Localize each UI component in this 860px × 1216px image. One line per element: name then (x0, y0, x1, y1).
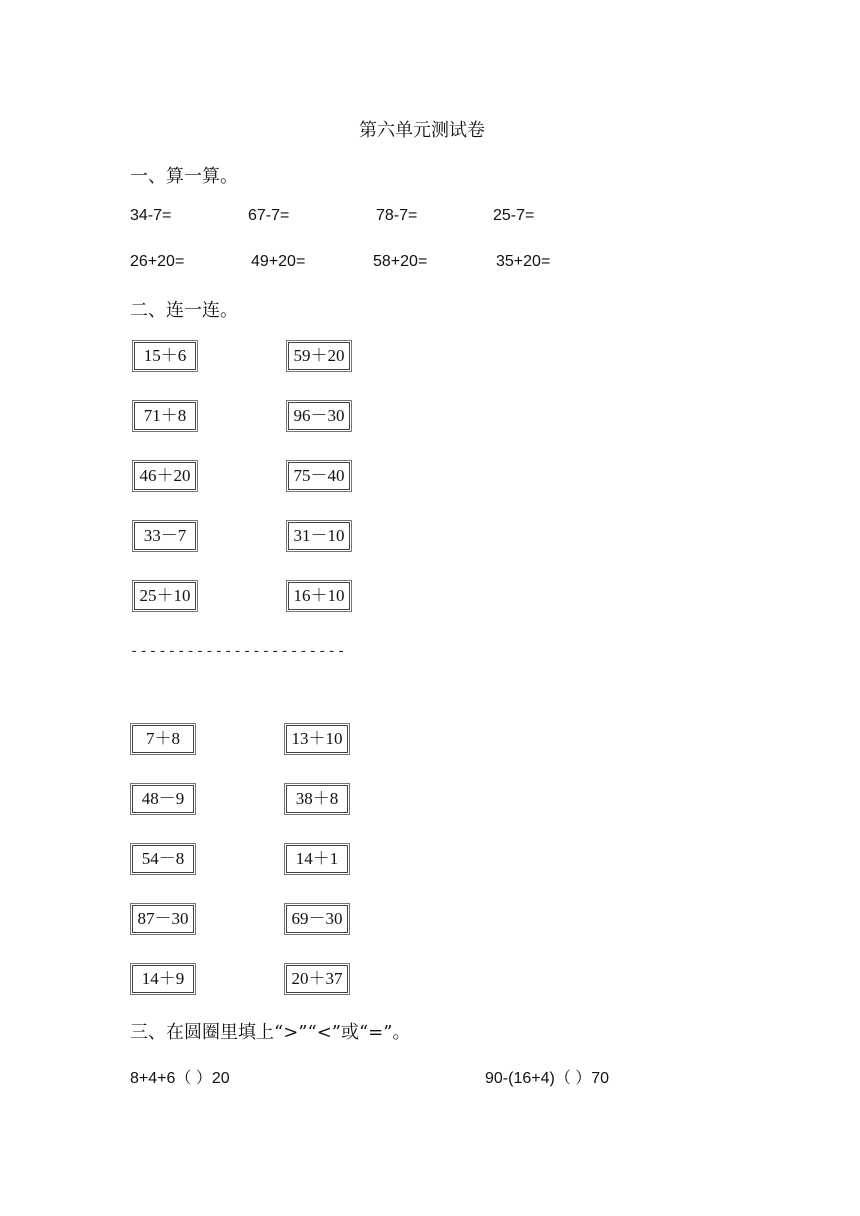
match-box-left: 14＋9 (132, 965, 194, 993)
match-box-left: 7＋8 (132, 725, 194, 753)
dashed-separator: ----------------------- (130, 644, 347, 660)
match-box-right: 13＋10 (286, 725, 348, 753)
match-box-right: 16＋10 (288, 582, 350, 610)
match-box-left: 71＋8 (134, 402, 196, 430)
calc-item: 78-7= (376, 207, 418, 224)
match-box-left: 87－30 (132, 905, 194, 933)
match-box-right: 59＋20 (288, 342, 350, 370)
calc-item: 34-7= (130, 207, 172, 224)
section-1-heading: 一、算一算。 (130, 166, 238, 187)
match-box-left: 25＋10 (134, 582, 196, 610)
match-box-right: 20＋37 (286, 965, 348, 993)
match-box-left: 48－9 (132, 785, 194, 813)
calc-item: 35+20= (496, 253, 551, 270)
match-box-right: 38＋8 (286, 785, 348, 813)
match-box-right: 69－30 (286, 905, 348, 933)
match-box-right: 75－40 (288, 462, 350, 490)
match-box-left: 54－8 (132, 845, 194, 873)
match-box-right: 31－10 (288, 522, 350, 550)
calc-item: 26+20= (130, 253, 185, 270)
page-title: 第六单元测试卷 (359, 120, 485, 141)
section-3-heading: 三、在圆圈里填上“>”“<”或“=”。 (130, 1022, 411, 1043)
calc-item: 67-7= (248, 207, 290, 224)
calc-item: 25-7= (493, 207, 535, 224)
calc-item: 58+20= (373, 253, 428, 270)
section-2-heading: 二、连一连。 (130, 300, 238, 321)
match-box-right: 96－30 (288, 402, 350, 430)
calc-item: 49+20= (251, 253, 306, 270)
match-box-left: 46＋20 (134, 462, 196, 490)
match-box-left: 15＋6 (134, 342, 196, 370)
compare-item: 8+4+6（ ）20 (130, 1070, 230, 1087)
match-box-right: 14＋1 (286, 845, 348, 873)
match-box-left: 33－7 (134, 522, 196, 550)
compare-item: 90-(16+4)（ ）70 (485, 1070, 610, 1087)
